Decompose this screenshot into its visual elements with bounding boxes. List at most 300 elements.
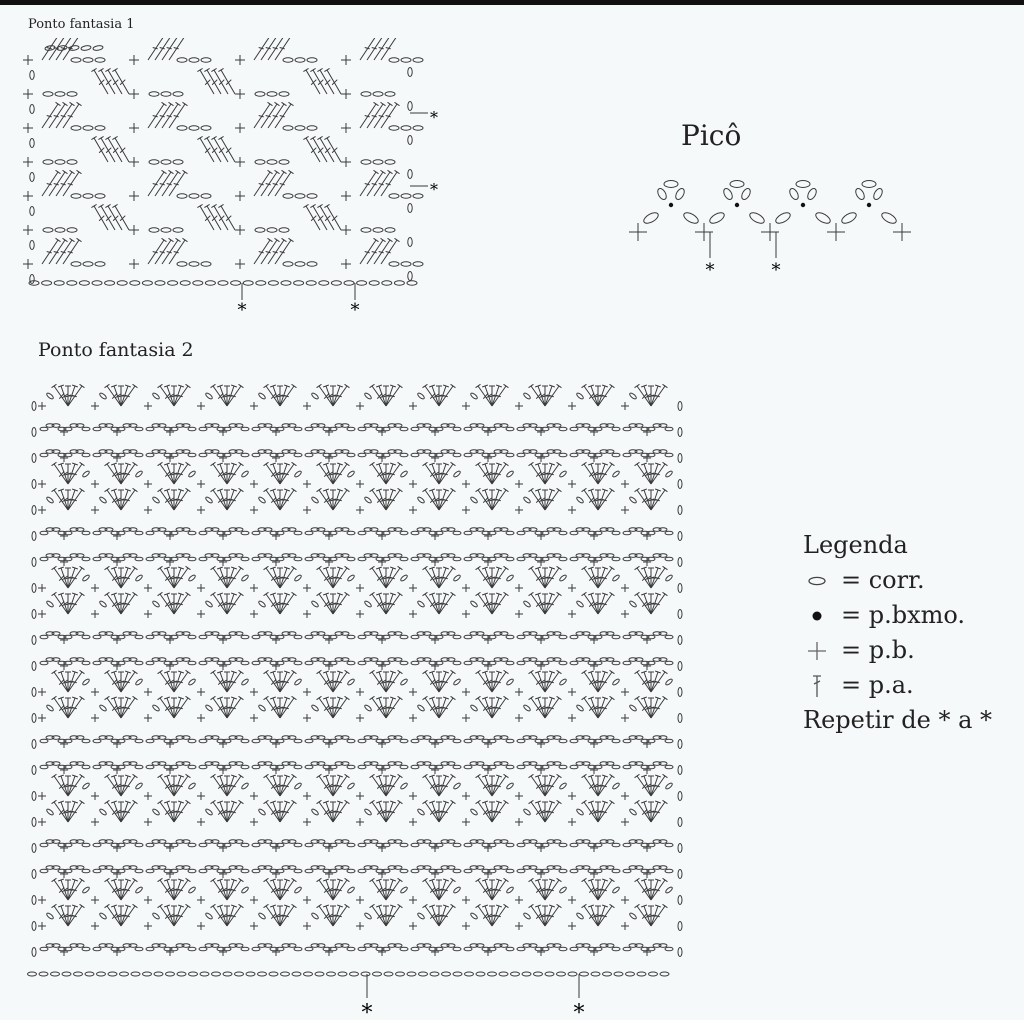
chain-stitch [46, 808, 54, 816]
chain-stitch [199, 739, 207, 743]
double-crochet-stitch [164, 905, 174, 926]
chain-stitch [67, 228, 77, 232]
chain-stitch [344, 281, 354, 285]
chain-stitch [464, 843, 472, 847]
chain-stitch [382, 531, 390, 535]
chain-stitch [305, 947, 313, 951]
chain-stitch [276, 557, 284, 561]
chain-stitch [294, 453, 302, 457]
chain-stitch [708, 211, 726, 226]
chain-stitch [411, 947, 419, 951]
chain-icon [803, 575, 831, 587]
double-crochet-stitch [641, 671, 651, 692]
chain-stitch [529, 450, 537, 454]
chain-stitch [417, 600, 425, 608]
single-crochet-stitch [250, 922, 258, 930]
chain-stitch [453, 427, 461, 431]
chain-stitch [522, 972, 531, 976]
chain-stitch [32, 896, 36, 905]
chain-stitch [317, 658, 325, 662]
chain-stitch [64, 947, 72, 951]
chain-stitch [523, 912, 531, 920]
chain-stitch [594, 869, 602, 873]
chain-stitch [199, 947, 207, 951]
chain-stitch [347, 947, 355, 951]
chain-stitch [358, 557, 366, 561]
single-crochet-stitch [409, 506, 417, 514]
chain-stitch [64, 427, 72, 431]
single-crochet-stitch [250, 584, 258, 592]
double-crochet-stitch [429, 879, 439, 900]
chain-stitch [317, 528, 325, 532]
chain-stitch [370, 632, 378, 636]
chain-stitch [252, 947, 260, 951]
chain-stitch [423, 736, 431, 740]
single-crochet-stitch [23, 225, 33, 235]
chain-stitch [188, 739, 196, 743]
chain-stitch [423, 866, 431, 870]
double-crochet-stitch [535, 801, 545, 822]
double-crochet-stitch [58, 801, 68, 822]
chain-stitch [51, 972, 60, 976]
chain-stitch [559, 427, 567, 431]
double-crochet-stitch [58, 775, 68, 796]
chain-stitch [82, 869, 90, 873]
double-crochet-stitch [429, 593, 439, 614]
chain-stitch [276, 427, 284, 431]
chain-stitch [199, 453, 207, 457]
chain-stitch [389, 58, 399, 62]
double-crochet-stitch [270, 697, 280, 718]
chain-stitch [623, 843, 631, 847]
chain-stitch [453, 574, 461, 582]
chain-stitch [358, 843, 366, 847]
chain-stitch [161, 160, 171, 164]
chain-stitch [447, 658, 455, 662]
chain-stitch [488, 843, 496, 847]
chain-stitch [394, 554, 402, 558]
double-crochet-stitch [535, 775, 545, 796]
chain-stitch [594, 453, 602, 457]
chain-stitch [488, 739, 496, 743]
single-crochet-stitch [515, 922, 523, 930]
chain-stitch [553, 450, 561, 454]
chain-stitch [93, 531, 101, 535]
chain-stitch [678, 454, 682, 463]
chain-stitch [52, 762, 60, 766]
chain-stitch [158, 762, 166, 766]
double-crochet-stitch [270, 905, 280, 926]
chain-stitch [64, 739, 72, 743]
chain-stitch [223, 427, 231, 431]
chain-stitch [294, 635, 302, 639]
chain-stitch [170, 661, 178, 665]
chain-stitch [62, 972, 71, 976]
double-crochet-stitch [217, 879, 227, 900]
chain-stitch [382, 739, 390, 743]
chain-stitch [517, 765, 525, 769]
chain-stitch [189, 58, 199, 62]
chain-stitch [307, 194, 317, 198]
chain-stitch [252, 661, 260, 665]
chain-stitch [129, 424, 137, 428]
single-crochet-stitch [91, 480, 99, 488]
chain-stitch [55, 228, 65, 232]
chain-stitch [205, 600, 213, 608]
single-crochet-stitch [303, 610, 311, 618]
single-crochet-stitch [462, 506, 470, 514]
chain-stitch [146, 947, 154, 951]
chain-stitch [470, 496, 478, 504]
single-crochet-stitch [568, 714, 576, 722]
chain-stitch [358, 947, 366, 951]
chain-stitch [407, 281, 417, 285]
chain-stitch [594, 739, 602, 743]
chain-stitch [329, 739, 337, 743]
chain-stitch [258, 972, 267, 976]
chain-stitch [582, 632, 590, 636]
chain-stitch [64, 843, 72, 847]
chain-stitch [99, 808, 107, 816]
chain-stitch [642, 211, 660, 226]
chain-stitch [135, 869, 143, 873]
chain-stitch [659, 658, 667, 662]
double-crochet-stitch [535, 463, 545, 484]
double-crochet-stitch [323, 567, 333, 588]
chain-stitch [200, 972, 209, 976]
chain-stitch [341, 528, 349, 532]
chain-stitch [241, 765, 249, 769]
chain-stitch [64, 635, 72, 639]
chain-stitch [364, 912, 372, 920]
chain-stitch [401, 194, 411, 198]
chain-stitch [99, 912, 107, 920]
double-crochet-stitch [323, 463, 333, 484]
chain-stitch [52, 424, 60, 428]
single-crochet-stitch [91, 506, 99, 514]
chain-stitch [329, 869, 337, 873]
double-crochet-stitch [270, 879, 280, 900]
chain-stitch [488, 972, 497, 976]
chain-stitch [294, 765, 302, 769]
single-crochet-stitch [462, 688, 470, 696]
single-crochet-stitch [621, 584, 629, 592]
chain-stitch [170, 843, 178, 847]
double-crochet-stitch [58, 489, 68, 510]
chain-stitch [476, 554, 484, 558]
chain-stitch [338, 972, 347, 976]
chain-stitch [82, 843, 90, 847]
chain-stitch [582, 762, 590, 766]
single-crochet-stitch [303, 506, 311, 514]
chain-stitch [211, 632, 219, 636]
chain-stitch [188, 635, 196, 639]
chain-stitch [576, 600, 584, 608]
chain-stitch [576, 808, 584, 816]
double-crochet-stitch [217, 463, 227, 484]
chain-stitch [158, 944, 166, 948]
chain-stitch [500, 424, 508, 428]
chain-stitch [294, 869, 302, 873]
chain-stitch [276, 765, 284, 769]
legend-item-single-crochet [803, 633, 1018, 668]
chain-stitch [279, 160, 289, 164]
chain-stitch [400, 661, 408, 665]
chain-stitch [635, 554, 643, 558]
chain-stitch [364, 600, 372, 608]
chain-stitch [447, 554, 455, 558]
chain-stitch [647, 661, 655, 665]
chain-stitch [570, 661, 578, 665]
chain-stitch [500, 554, 508, 558]
chain-stitch [447, 840, 455, 844]
chain-stitch [264, 450, 272, 454]
chain-stitch [411, 765, 419, 769]
double-crochet-stitch [58, 905, 68, 926]
chain-stitch [83, 58, 93, 62]
chain-stitch [329, 531, 337, 535]
chain-stitch [411, 531, 419, 535]
chain-stitch [305, 557, 313, 561]
chain-stitch [570, 427, 578, 431]
chain-stitch [384, 972, 393, 976]
chain-stitch [606, 424, 614, 428]
chain-stitch [647, 869, 655, 873]
chain-stitch [182, 424, 190, 428]
chain-stitch [506, 886, 514, 894]
chain-stitch [476, 632, 484, 636]
chain-stitch [95, 58, 105, 62]
chain-stitch [235, 972, 244, 976]
chain-stitch [189, 126, 199, 130]
chain-stitch [276, 635, 284, 639]
chain-stitch [400, 453, 408, 457]
chain-stitch [146, 453, 154, 457]
chain-stitch [76, 866, 84, 870]
single-crochet-stitch [250, 818, 258, 826]
top-bar [0, 0, 1024, 5]
chain-stitch [347, 739, 355, 743]
single-crochet-stitch [129, 89, 139, 99]
chain-stitch [32, 948, 36, 957]
chain-stitch [288, 762, 296, 766]
chain-stitch [235, 944, 243, 948]
chain-stitch [182, 762, 190, 766]
double-crochet-stitch [197, 68, 214, 94]
chain-stitch [400, 869, 408, 873]
single-crochet-stitch [235, 157, 245, 167]
chain-stitch [30, 241, 34, 250]
chain-stitch [453, 739, 461, 743]
chain-stitch [149, 160, 159, 164]
chain-stitch [470, 392, 478, 400]
double-crochet-stitch [164, 671, 174, 692]
chain-stitch [559, 453, 567, 457]
double-crochet-stitch [197, 204, 214, 230]
chain-stitch [99, 392, 107, 400]
legend-label-slip-stitch: = p.bxmo. [841, 601, 966, 629]
chain-stitch [417, 704, 425, 712]
chain-stitch [292, 972, 301, 976]
chain-stitch [201, 126, 211, 130]
chain-stitch [678, 766, 682, 775]
chain-stitch [294, 678, 302, 686]
chain-stitch [93, 765, 101, 769]
chain-stitch [294, 557, 302, 561]
chain-stitch [660, 972, 669, 976]
chain-stitch [329, 765, 337, 769]
chain-stitch [568, 972, 577, 976]
chain-stitch [288, 944, 296, 948]
single-crochet-stitch [91, 402, 99, 410]
single-crochet-stitch [38, 584, 46, 592]
single-crochet-stitch [621, 480, 629, 488]
chain-stitch [52, 632, 60, 636]
chain-stitch [382, 635, 390, 639]
chain-stitch [476, 424, 484, 428]
single-crochet-stitch [515, 688, 523, 696]
chain-stitch [268, 281, 278, 285]
double-crochet-stitch [217, 697, 227, 718]
chain-stitch [182, 450, 190, 454]
double-crochet-stitch [111, 879, 121, 900]
double-crochet-stitch [111, 671, 121, 692]
chain-stitch [500, 450, 508, 454]
chain-stitch [806, 187, 818, 201]
chain-stitch [105, 424, 113, 428]
chain-stitch [305, 869, 313, 873]
chain-stitch [629, 600, 637, 608]
chain-stitch [541, 947, 549, 951]
chain-stitch [559, 470, 567, 478]
double-crochet-stitch [588, 463, 598, 484]
chain-stitch [435, 531, 443, 535]
chain-stitch [400, 739, 408, 743]
chain-stitch [523, 600, 531, 608]
chain-stitch [205, 912, 213, 920]
single-crochet-stitch [129, 55, 139, 65]
chain-stitch [188, 531, 196, 535]
chain-stitch [476, 658, 484, 662]
chain-stitch [235, 450, 243, 454]
double-crochet-stitch [303, 204, 320, 230]
single-crochet-stitch [568, 688, 576, 696]
double-crochet-stitch [63, 170, 81, 196]
chain-stitch [193, 281, 203, 285]
chain-stitch [389, 126, 399, 130]
slip-stitch [669, 203, 673, 207]
chain-stitch [64, 661, 72, 665]
diagram2-title: Ponto fantasia 2 [38, 339, 194, 361]
chain-stitch [435, 453, 443, 457]
chain-stitch [182, 840, 190, 844]
chain-stitch [117, 557, 125, 561]
chain-stitch [453, 947, 461, 951]
chain-stitch [647, 427, 655, 431]
chain-stitch [423, 528, 431, 532]
double-crochet-stitch [429, 489, 439, 510]
chain-stitch [83, 194, 93, 198]
single-crochet-stitch [303, 714, 311, 722]
chain-stitch [464, 453, 472, 457]
single-crochet-stitch [197, 922, 205, 930]
chain-stitch [411, 843, 419, 847]
chain-stitch [500, 658, 508, 662]
chain-stitch [135, 531, 143, 535]
chain-stitch [329, 947, 337, 951]
chain-stitch [317, 944, 325, 948]
single-crochet-stitch [129, 157, 139, 167]
chain-stitch [423, 840, 431, 844]
chain-stitch [423, 762, 431, 766]
chain-stitch [189, 262, 199, 266]
chain-stitch [623, 947, 631, 951]
chain-stitch [117, 739, 125, 743]
double-crochet-stitch [535, 697, 545, 718]
chain-stitch [264, 658, 272, 662]
chain-stitch [32, 480, 36, 489]
chain-stitch [306, 281, 316, 285]
chain-stitch [199, 661, 207, 665]
chain-stitch [411, 739, 419, 743]
chain-stitch [506, 678, 514, 686]
chain-stitch [283, 194, 293, 198]
double-crochet-stitch [588, 801, 598, 822]
chain-stitch [678, 532, 682, 541]
double-crochet-stitch [482, 671, 492, 692]
single-crochet-stitch [144, 584, 152, 592]
chain-stitch [529, 424, 537, 428]
chain-stitch [71, 194, 81, 198]
chain-stitch [435, 635, 443, 639]
chain-stitch [32, 740, 36, 749]
chain-stitch [177, 58, 187, 62]
chain-stitch [464, 661, 472, 665]
chain-stitch [557, 972, 566, 976]
chain-stitch [82, 739, 90, 743]
chain-stitch [85, 972, 94, 976]
chain-stitch [517, 947, 525, 951]
chain-stitch [246, 972, 255, 976]
single-crochet-stitch [462, 792, 470, 800]
double-crochet-stitch [429, 801, 439, 822]
chain-stitch [656, 187, 668, 201]
chain-stitch [665, 765, 673, 769]
double-crochet-stitch [111, 905, 121, 926]
chain-stitch [500, 736, 508, 740]
single-crochet-stitch [568, 922, 576, 930]
chain-stitch [135, 947, 143, 951]
chain-stitch [241, 531, 249, 535]
chain-stitch [347, 470, 355, 478]
double-crochet-stitch [641, 567, 651, 588]
chain-stitch [570, 453, 578, 457]
single-crochet-stitch [409, 714, 417, 722]
single-crochet-stitch [23, 55, 33, 65]
legend-item-slip-stitch [803, 598, 1018, 633]
chain-stitch [606, 632, 614, 636]
chain-stitch [170, 635, 178, 639]
chain-stitch [223, 869, 231, 873]
chain-stitch [447, 736, 455, 740]
single-crochet-stitch [144, 922, 152, 930]
single-crochet-stitch [341, 89, 351, 99]
chain-stitch [659, 944, 667, 948]
chain-stitch [105, 762, 113, 766]
chain-stitch [30, 275, 34, 284]
chain-stitch [500, 840, 508, 844]
chain-stitch [82, 635, 90, 639]
